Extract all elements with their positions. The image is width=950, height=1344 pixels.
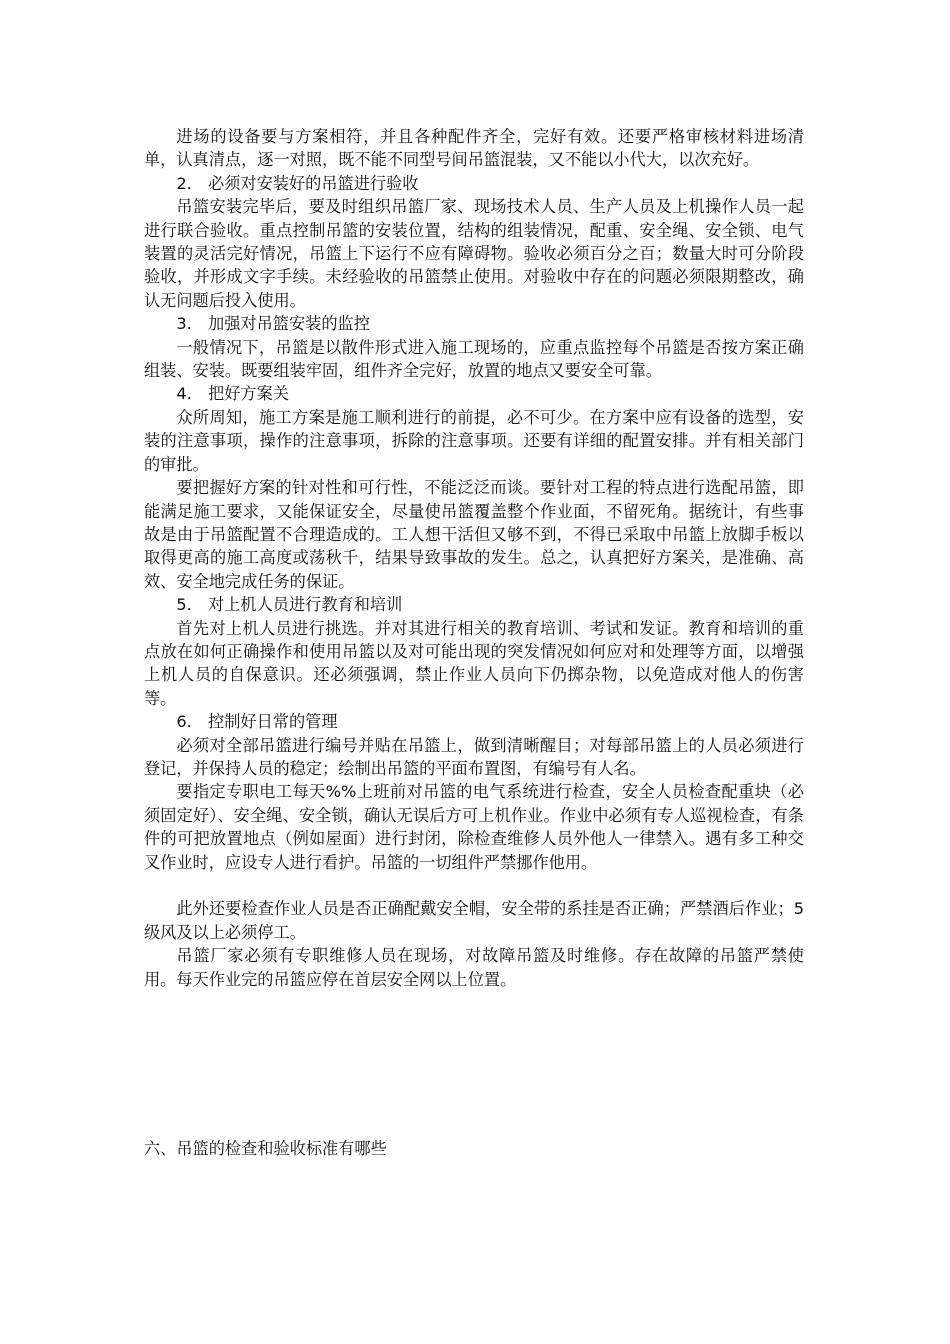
paragraph-electrician-check: 要指定专职电工每天%%上班前对吊篮的电气系统进行检查，安全人员检查配重块（必须固定好）、安全绳、安全锁，确认无误后方可上机作业。作业中必须有专人巡视检查，有条件的可把放置地点（例如屋面）进行封闭，除检查维修人员外他人一律禁入。遇有多工种交叉作业时，应设专人进行看护。吊篮的一切组件严禁挪作他用。: [144, 782, 804, 872]
section-heading: 六、吊篮的检查和验收标准有哪些: [144, 1139, 387, 1158]
paragraph-plan-content: 众所周知，施工方案是施工顺利进行的前提，必不可少。在方案中应有设备的选型，安装的注意事项，操作的注意事项，拆除的注意事项。还要有详细的配置安排。并有相关部门的审批。: [144, 407, 804, 474]
item-heading-3: 3． 加强对吊篮安装的监控: [176, 314, 370, 334]
paragraph-numbering: 必须对全部吊篮进行编号并贴在吊篮上，做到清晰醒目；对每部吊篮上的人员必须进行登记，并保持人员的稳定；绘制出吊篮的平面布置图，有编号有人名。: [144, 735, 804, 778]
body-text: [144, 125, 804, 991]
paragraph-equipment-check: 进场的设备要与方案相符，并且各种配件齐全，完好有效。还要严格审核材料进场清单，认真清点，逐一对照，既不能不同型号间吊篮混装，又不能以小代大，以次充好。: [144, 127, 804, 170]
paragraph-maintenance: 吊篮厂家必须有专职维修人员在现场，对故障吊篮及时维修。存在故障的吊篮严禁使用。每天作业完的吊篮应停在首层安全网以上位置。: [144, 946, 804, 989]
paragraph-acceptance: 吊篮安装完毕后，要及时组织吊篮厂家、现场技术人员、生产人员及上机操作人员一起进行联合验收。重点控制吊篮的安装位置，结构的组装情况，配重、安全绳、安全锁、电气装置的灵活完好情况，吊篮上下运行不应有障碍物。验收必须百分之百；数量大时可分阶段验收，并形成文字手续。未经验收的吊篮禁止使用。对验收中存在的问题必须限期整改，确认无问题后投入使用。: [144, 197, 804, 310]
item-heading-2: 2． 必须对安装好的吊篮进行验收: [176, 173, 419, 193]
item-heading-5: 5． 对上机人员进行教育和培训: [176, 595, 403, 615]
paragraph-training: 首先对上机人员进行挑选。并对其进行相关的教育培训、考试和发证。教育和培训的重点放在如何正确操作和使用吊篮以及对可能出现的突发情况如何应对和处理等方面，以增强上机人员的自保意识。还必须强调，禁止作业人员向下仍掷杂物，以免造成对他人的伤害等。: [144, 618, 804, 708]
paragraph-safety-gear: 此外还要检查作业人员是否正确配戴安全帽，安全带的系挂是否正确；严禁酒后作业；5级风及以上必须停工。: [144, 899, 804, 942]
item-heading-4: 4． 把好方案关: [176, 384, 289, 404]
paragraph-install-monitoring: 一般情况下，吊篮是以散件形式进入施工现场的，应重点监控每个吊篮是否按方案正确组装、安装。既要组装牢固，组件齐全完好，放置的地点又要安全可靠。: [144, 337, 804, 381]
item-heading-6: 6． 控制好日常的管理: [176, 712, 338, 732]
paragraph-plan-feasibility: 要把握好方案的针对性和可行性，不能泛泛而谈。要针对工程的特点进行选配吊篮，即能满足施工要求，又能保证安全，尽量使吊篮覆盖整个作业面，不留死角。据统计，有些事故是由于吊篮配置不合理造成的。工人想干活但又够不到，不得已采取中吊篮上放脚手板以取得更高的施工高度或荡秋千，结果导致事故的发生。总之，认真把好方案关，是准确、高效、安全地完成任务的保证。: [144, 478, 804, 591]
